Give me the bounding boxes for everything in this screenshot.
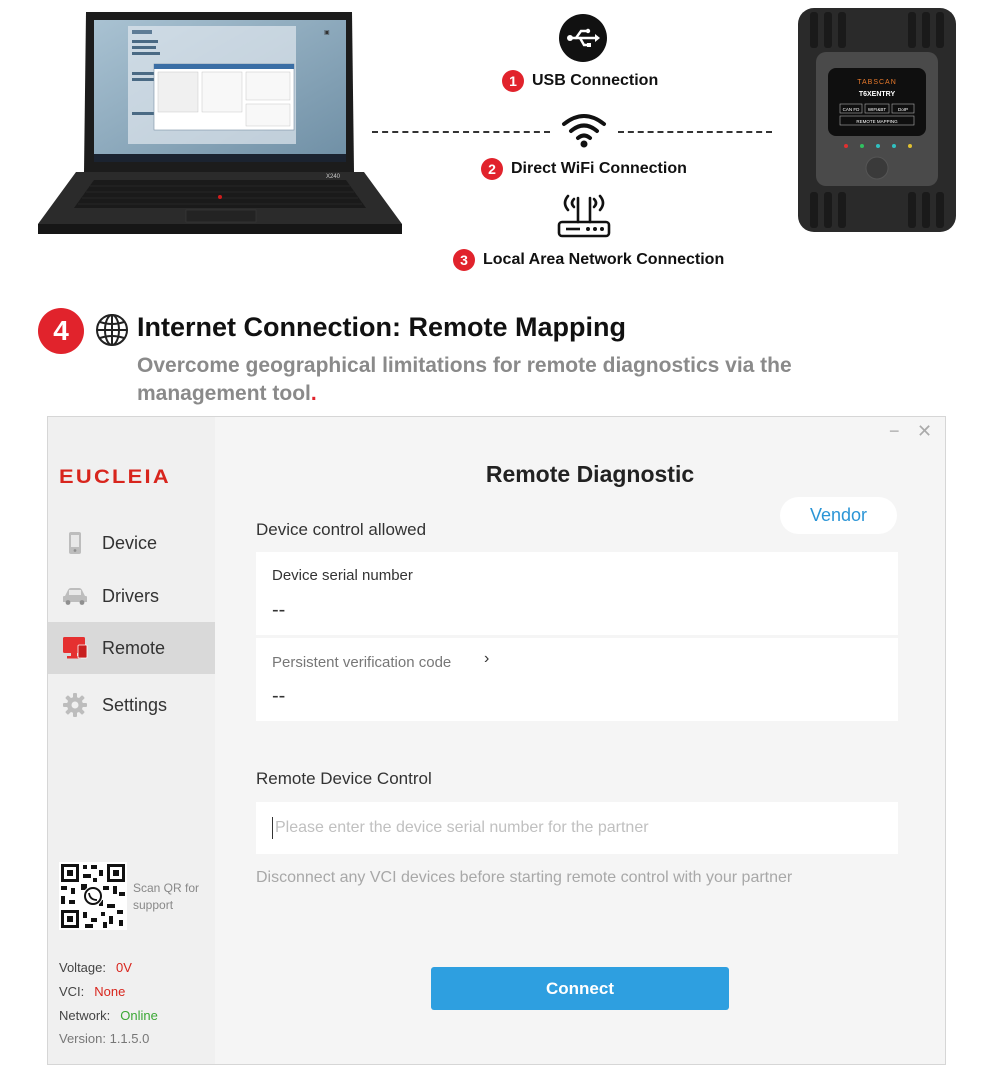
usb-connection-text: USB Connection bbox=[532, 72, 659, 89]
partner-serial-placeholder: Please enter the device serial number for the partner bbox=[275, 819, 649, 836]
page-title: Remote Diagnostic bbox=[485, 461, 695, 487]
gear-icon bbox=[62, 692, 88, 718]
section-subtitle-text: Overcome geographical limitations for remote diagnostics via the management tool bbox=[137, 354, 792, 405]
verification-code-label: Persistent verification code bbox=[272, 654, 452, 671]
usb-connection-label bbox=[502, 70, 658, 92]
sidebar-item-remote[interactable] bbox=[48, 622, 215, 674]
lan-connection-label bbox=[453, 249, 724, 271]
network-label: Network: bbox=[59, 1008, 111, 1023]
vci-label: VCI: bbox=[59, 984, 85, 999]
sidebar-item-label: Settings bbox=[102, 694, 168, 715]
svg-text:▣: ▣ bbox=[324, 30, 330, 36]
support-qr-code bbox=[59, 862, 127, 930]
disconnect-hint: Disconnect any VCI devices before starting remote control with your partner bbox=[256, 869, 793, 886]
router-icon bbox=[556, 192, 612, 238]
vendor-button[interactable]: Vendor bbox=[780, 497, 897, 534]
number-badge: 1 bbox=[502, 70, 524, 92]
verification-code-card[interactable] bbox=[256, 638, 898, 721]
connect-button[interactable]: Connect bbox=[431, 967, 729, 1010]
device-mode-text: REMOTE MAPPING bbox=[856, 119, 898, 124]
qr-support-text: Scan QR for support bbox=[133, 881, 200, 912]
device-tag: CAN FD bbox=[842, 107, 860, 112]
wifi-connection-label bbox=[481, 158, 687, 180]
sidebar-item-drivers[interactable] bbox=[48, 570, 215, 622]
vci-value: None bbox=[94, 984, 126, 999]
lan-connection-text: Local Area Network Connection bbox=[483, 251, 725, 268]
wifi-icon bbox=[560, 112, 608, 148]
number-badge: 2 bbox=[481, 158, 503, 180]
partner-serial-input[interactable] bbox=[256, 802, 898, 854]
dashed-connector-left bbox=[372, 131, 550, 133]
serial-number-value: -- bbox=[272, 599, 286, 621]
close-button[interactable]: ✕ bbox=[917, 421, 933, 441]
section-subtitle-dot: . bbox=[310, 382, 317, 405]
voltage-value: 0V bbox=[116, 960, 132, 975]
laptop-model-text: X240 bbox=[326, 174, 341, 180]
dashed-connector-right bbox=[618, 131, 772, 133]
minimize-button[interactable]: − bbox=[889, 421, 900, 441]
vci-device-image bbox=[798, 8, 956, 232]
sidebar bbox=[48, 417, 215, 1064]
device-tag: DoIP bbox=[897, 107, 909, 112]
device-control-label: Device control allowed bbox=[256, 520, 427, 539]
globe-icon bbox=[95, 313, 129, 347]
text-caret bbox=[272, 817, 273, 839]
device-brand-text: TABSCAN bbox=[857, 79, 897, 86]
section-number-badge: 4 bbox=[38, 308, 84, 354]
voltage-status bbox=[59, 960, 132, 975]
monitor-icon bbox=[62, 635, 88, 661]
usb-icon bbox=[559, 14, 607, 62]
network-status bbox=[59, 1008, 158, 1023]
sidebar-item-device[interactable] bbox=[48, 517, 215, 569]
serial-number-card bbox=[256, 552, 898, 635]
sidebar-item-settings[interactable] bbox=[48, 679, 215, 731]
app-version: Version: 1.1.5.0 bbox=[59, 1031, 150, 1046]
device-model-text: T6XENTRY bbox=[858, 91, 896, 98]
number-badge: 3 bbox=[453, 249, 475, 271]
remote-device-control-label: Remote Device Control bbox=[256, 769, 432, 788]
sidebar-item-label: Device bbox=[102, 532, 158, 553]
vci-status bbox=[59, 984, 125, 999]
serial-number-label: Device serial number bbox=[272, 567, 413, 584]
verification-code-value: -- bbox=[272, 685, 286, 707]
sidebar-item-label: Drivers bbox=[102, 585, 159, 606]
sidebar-item-label: Remote bbox=[102, 637, 166, 658]
network-value: Online bbox=[120, 1008, 158, 1023]
remote-diagnostic-window bbox=[47, 416, 946, 1065]
phone-icon bbox=[62, 530, 88, 556]
eucleia-logo: EUCLEIA bbox=[59, 467, 172, 488]
section-subtitle bbox=[137, 352, 837, 408]
device-tag: WIFI&BT bbox=[867, 107, 887, 112]
main-panel bbox=[215, 417, 945, 1064]
section-title: Internet Connection: Remote Mapping bbox=[137, 312, 626, 342]
voltage-label: Voltage: bbox=[59, 960, 106, 975]
laptop-image bbox=[36, 12, 404, 244]
chevron-right-icon[interactable]: › bbox=[484, 650, 490, 667]
wifi-connection-text: Direct WiFi Connection bbox=[511, 160, 687, 177]
car-icon bbox=[62, 583, 88, 609]
